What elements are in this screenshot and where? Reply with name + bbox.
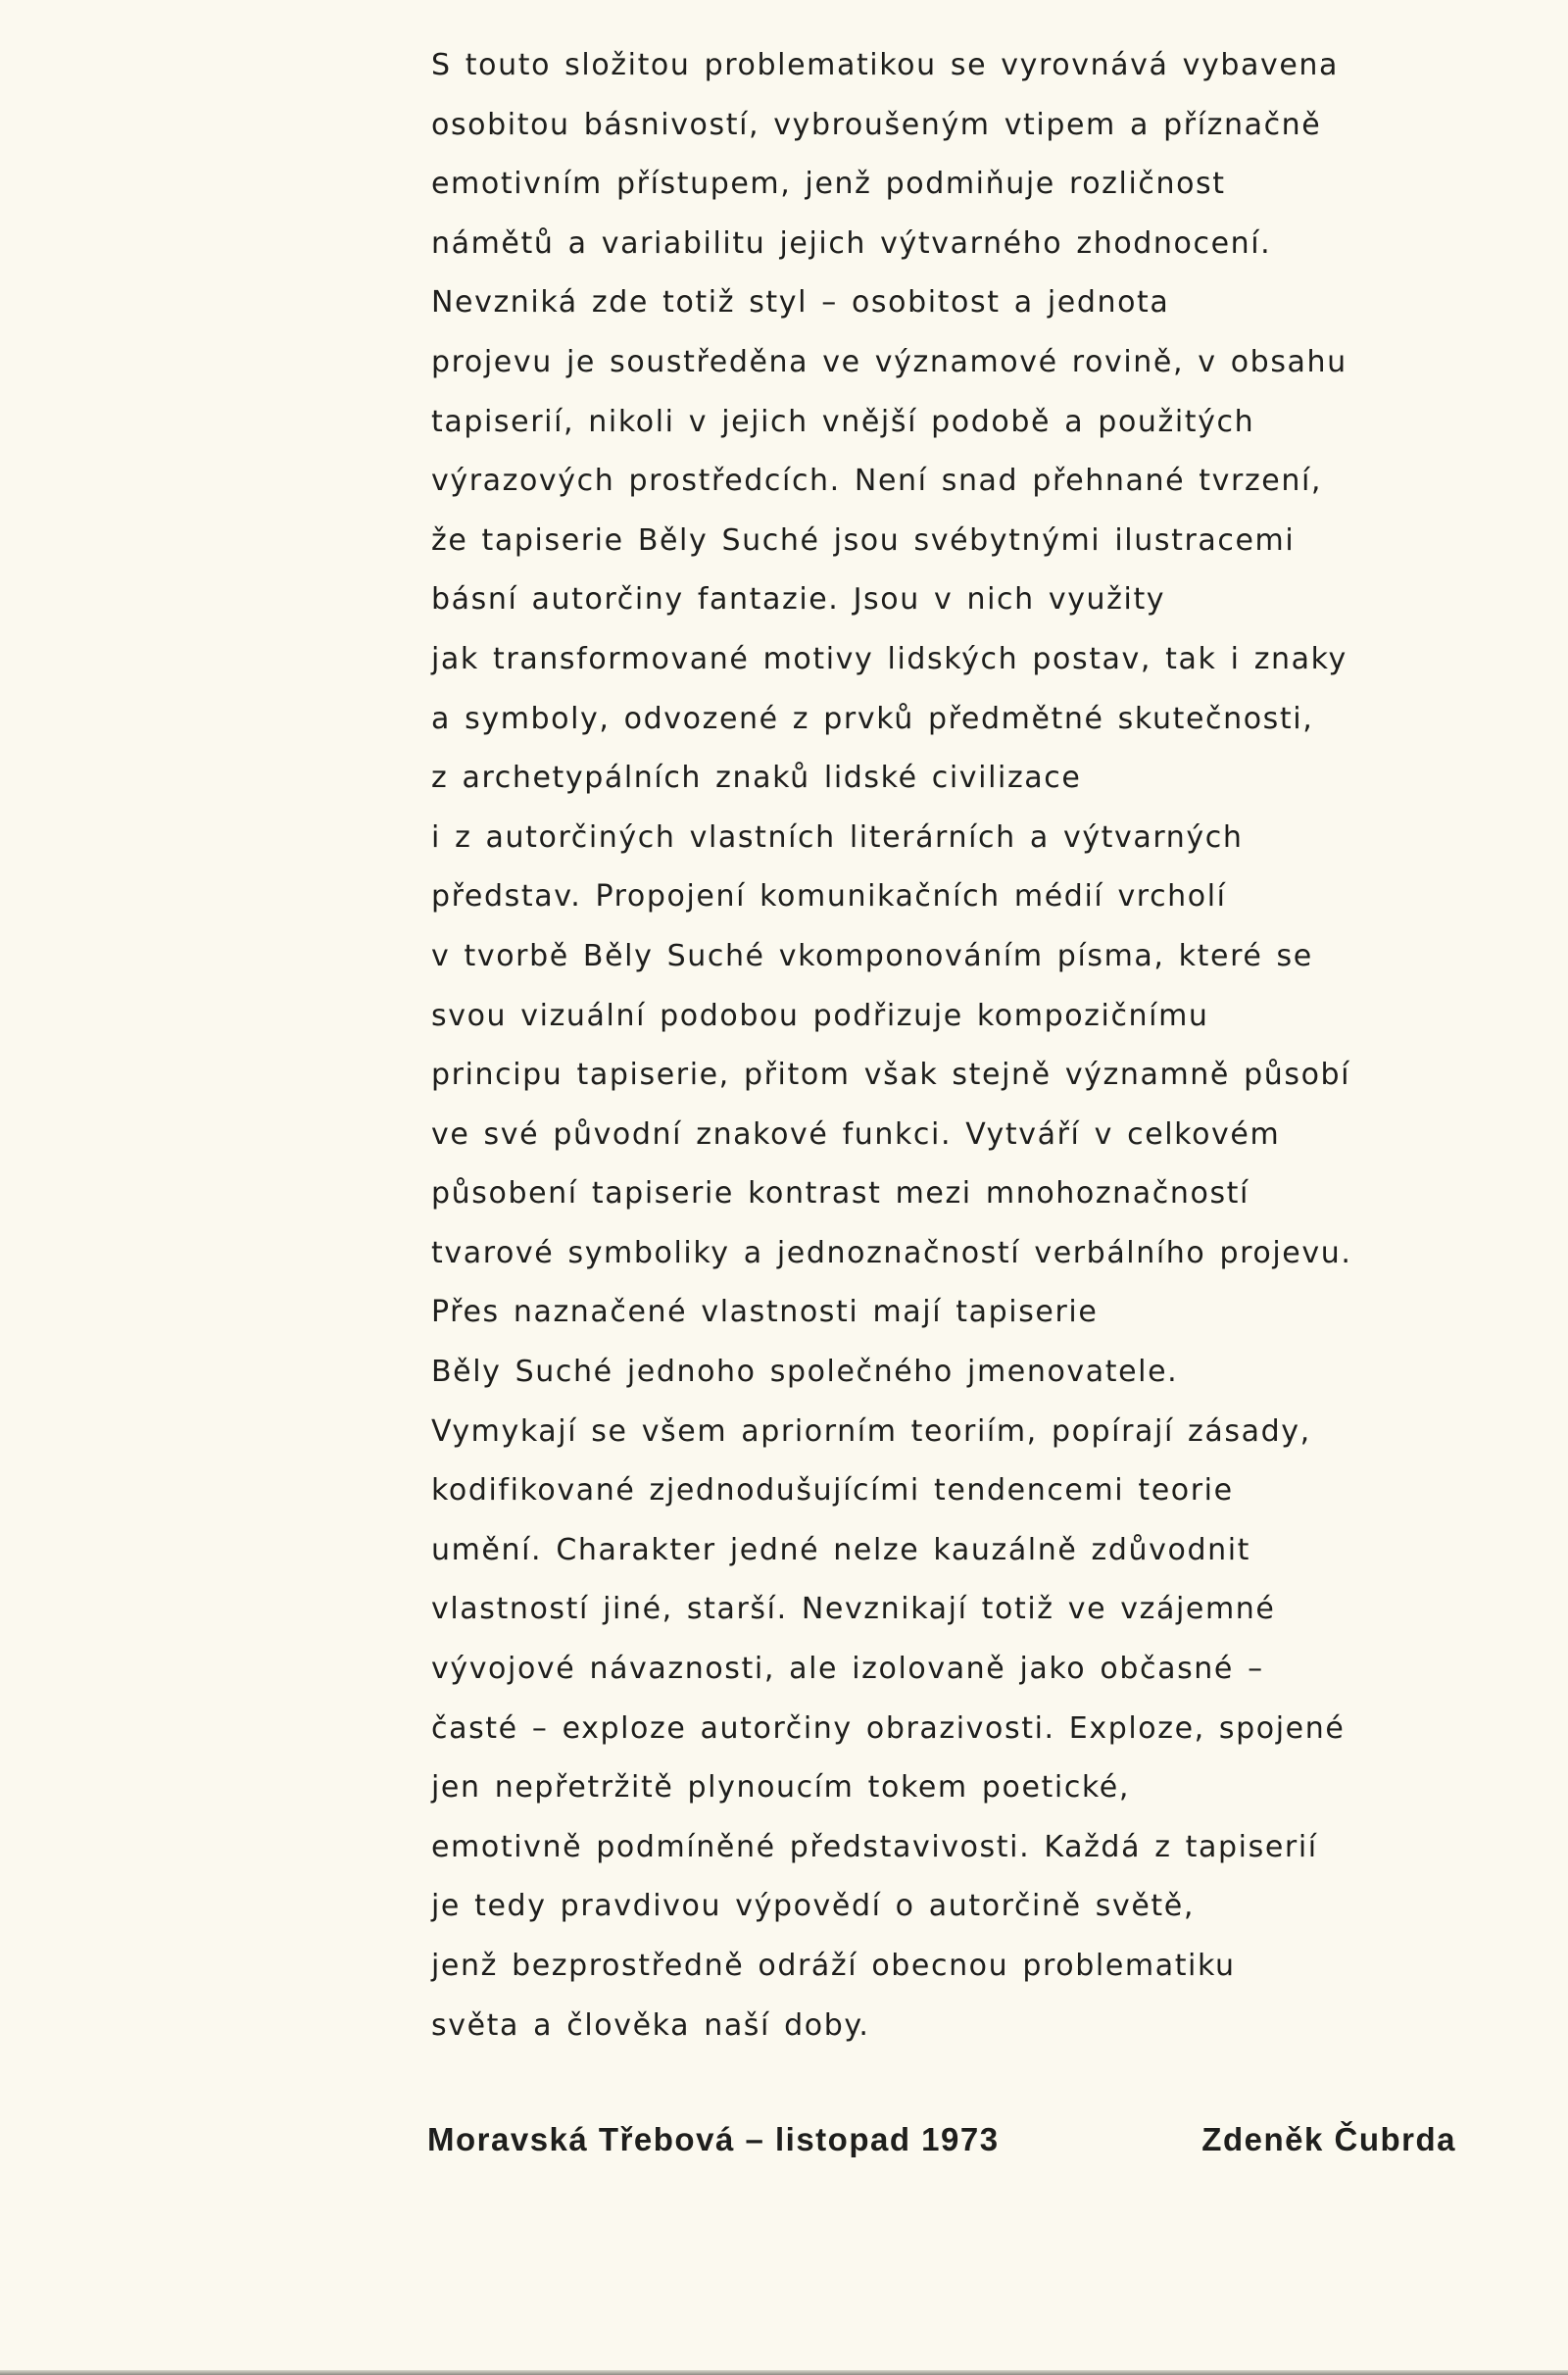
author-name: Zdeněk Čubrda bbox=[1201, 2121, 1456, 2157]
text-line: S touto složitou problematikou se vyrovnává vybavena bbox=[431, 48, 1339, 82]
text-line: je tedy pravdivou výpovědí o autorčině světě, bbox=[431, 1889, 1195, 1924]
text-line: a symboly, odvozené z prvků předmětné skutečnosti, bbox=[431, 701, 1314, 736]
page-bottom-edge bbox=[0, 2370, 1568, 2375]
signature-row bbox=[427, 2121, 1456, 2158]
text-line: Nevzniká zde totiž styl – osobitost a jednota bbox=[431, 285, 1170, 321]
text-line: Vymykají se všem apriorním teoriím, popírají zásady, bbox=[431, 1413, 1311, 1449]
text-line: vlastností jiné, starší. Nevznikají totiž ve vzájemné bbox=[431, 1592, 1276, 1627]
text-line: kodifikované zjednodušujícími tendencemi teorie bbox=[431, 1473, 1234, 1509]
text-line: působení tapiserie kontrast mezi mnohoznačností bbox=[431, 1176, 1250, 1212]
text-line: projevu je soustředěna ve významové rovině, v obsahu bbox=[431, 344, 1348, 379]
text-line: světa a člověka naší doby. bbox=[431, 2007, 870, 2043]
text-line: výrazových prostředcích. Není snad přehnané tvrzení, bbox=[431, 464, 1323, 499]
text-line: že tapiserie Běly Suché jsou svébytnými ilustracemi bbox=[431, 522, 1296, 558]
text-line: emotivně podmíněné představivosti. Každá z tapiserií bbox=[431, 1829, 1318, 1864]
text-line: svou vizuální podobou podřizuje kompozičnímu bbox=[431, 998, 1209, 1033]
text-line: Běly Suché jednoho společného jmenovatele. bbox=[431, 1355, 1179, 1390]
text-line: námětů a variabilitu jejich výtvarného zhodnocení. bbox=[431, 225, 1272, 261]
place-date: Moravská Třebová – listopad 1973 bbox=[427, 2121, 1000, 2157]
text-line: Přes naznačené vlastnosti mají tapiserie bbox=[431, 1295, 1099, 1330]
text-line: principu tapiserie, přitom však stejně významně působí bbox=[431, 1058, 1351, 1093]
text-line: ve své původní znakové funkci. Vytváří v celkovém bbox=[431, 1116, 1281, 1152]
text-line: časté – exploze autorčiny obrazivosti. Exploze, spojené bbox=[431, 1710, 1346, 1746]
text-line: i z autorčiných vlastních literárních a výtvarných bbox=[431, 819, 1244, 855]
body-text bbox=[431, 36, 1490, 2055]
text-line: představ. Propojení komunikačních médií vrcholí bbox=[431, 879, 1227, 915]
text-line: jen nepřetržitě plynoucím tokem poetické, bbox=[431, 1770, 1131, 1806]
text-line: z archetypálních znaků lidské civilizace bbox=[431, 761, 1082, 796]
text-line: v tvorbě Běly Suché vkomponováním písma, které se bbox=[431, 938, 1313, 973]
text-line: jenž bezprostředně odráží obecnou problematiku bbox=[431, 1949, 1236, 1983]
text-line: osobitou básnivostí, vybroušeným vtipem a příznačně bbox=[431, 107, 1322, 142]
text-line: emotivním přístupem, jenž podmiňuje rozličnost bbox=[431, 167, 1226, 202]
text-line: tapiserií, nikoli v jejich vnější podobě a použitých bbox=[431, 404, 1255, 439]
text-line: tvarové symboliky a jednoznačností verbálního projevu. bbox=[431, 1235, 1352, 1270]
text-line: umění. Charakter jedné nelze kauzálně zdůvodnit bbox=[431, 1532, 1251, 1567]
text-line: básní autorčiny fantazie. Jsou v nich využity bbox=[431, 582, 1166, 618]
text-line: vývojové návaznosti, ale izolovaně jako občasné – bbox=[431, 1652, 1264, 1687]
text-line: jak transformované motivy lidských postav, tak i znaky bbox=[431, 641, 1348, 676]
